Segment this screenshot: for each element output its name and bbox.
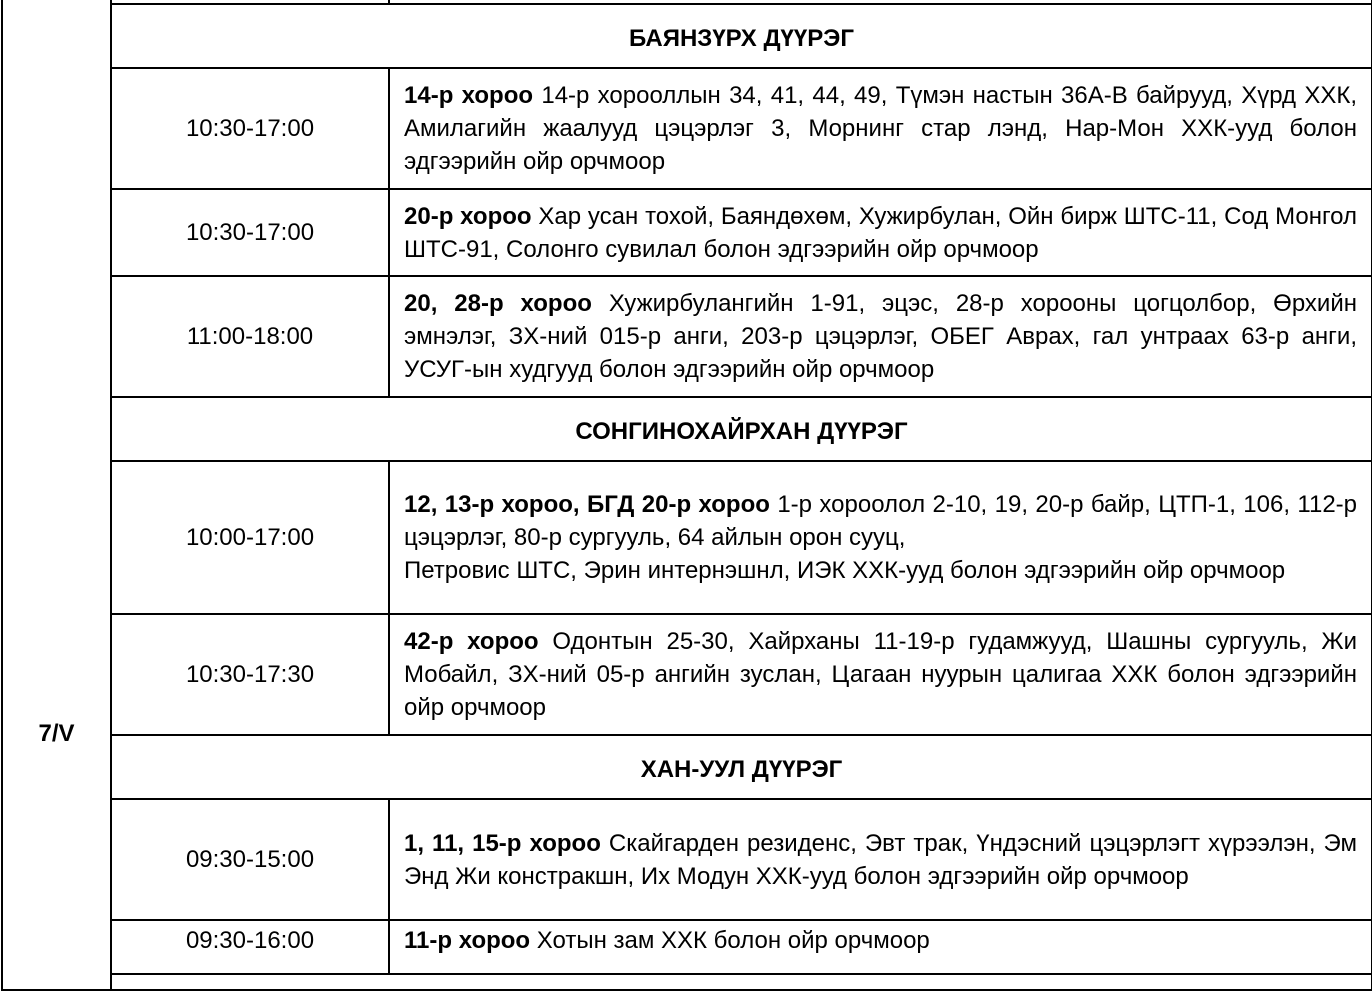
description-text: Хар усан тохой, Баяндөхөм, Хужирбулан, Ойн бирж ШТС-11, Сод Монгол ШТС-91, Солонго сувилал болон эдгээрийн ойр орчмоор	[404, 202, 1357, 263]
district-title: СОНГИНОХАЙРХАН ДҮҮРЭГ	[111, 397, 1372, 461]
date-label: 7/V	[38, 719, 75, 747]
table-row	[2, 920, 1372, 974]
table-row	[2, 799, 1372, 920]
time-cell: 10:30-17:00	[111, 189, 389, 276]
description-text: Хотын зам ХХК болон ойр орчмоор	[536, 927, 930, 954]
district-title: БАЯНЗҮРХ ДҮҮРЭГ	[111, 4, 1372, 68]
description-text-line-2: Петровис ШТС, Эрин интернэшнл, ИЭК ХХК-ууд болон эдгээрийн ойр орчмоор	[404, 557, 1286, 584]
district-header-row	[2, 4, 1372, 68]
description-cell	[389, 68, 1372, 189]
date-cell	[2, 0, 111, 990]
description-cell	[389, 461, 1372, 614]
table-row	[2, 68, 1372, 189]
district-title: ХАН-УУЛ ДҮҮРЭГ	[111, 735, 1372, 799]
description-cell	[389, 614, 1372, 735]
khoroo-label: 11-р хороо	[404, 927, 531, 954]
description-text: 14-р хорооллын 34, 41, 44, 49, Түмэн настын 36А-В байрууд, Хүрд ХХК, Амилагийн жаалууд цэцэрлэг 3, Морнинг стар лэнд, Нар-Мон ХХК-ууд болон эдгээрийн ойр орчмоор	[404, 82, 1358, 175]
description-text: 1-р хороолол 2-10, 19, 20-р байр, ЦТП-1, 106, 112-р цэцэрлэг, 80-р сургууль, 64 айлын орон сууц,	[404, 491, 1358, 551]
district-header-row	[2, 397, 1372, 461]
khoroo-label: 20, 28-р хороо	[404, 290, 592, 317]
khoroo-label: 12, 13-р хороо, БГД 20-р хороо	[404, 491, 770, 518]
description-text: Одонтын 25-30, Хайрханы 11-19-р гудамжууд, Шашны сургууль, Жи Мобайл, ЗХ-ний 05-р ангийн зуслан, Цагаан нуурын цалигаа ХХК болон эдгээрийн ойр орчмоор	[404, 628, 1358, 721]
khoroo-label: 1, 11, 15-р хороо	[404, 829, 601, 857]
description-cell	[389, 799, 1372, 920]
table-row	[2, 614, 1372, 735]
khoroo-label: 42-р хороо	[404, 628, 539, 655]
tail-cell	[111, 974, 1372, 990]
khoroo-label: 14-р хороо	[404, 82, 534, 109]
table-tail-row	[2, 974, 1372, 990]
table-row	[2, 461, 1372, 614]
time-cell: 10:00-17:00	[111, 461, 389, 614]
description-text: Хужирбулангийн 1-91, эцэс, 28-р хорооны цогцолбор, Өрхийн эмнэлэг, ЗХ-ний 015-р анги, 203-р цэцэрлэг, ОБЕГ Аврах, гал унтраах 63-р анги, УСУГ-ын худгууд болон эдгээрийн ойр орчмоор	[404, 290, 1357, 383]
time-cell: 09:30-16:00	[111, 920, 389, 974]
time-cell: 11:00-18:00	[111, 276, 389, 397]
table-row	[2, 189, 1372, 276]
outage-schedule-table	[1, 0, 1372, 991]
description-cell	[389, 189, 1372, 276]
khoroo-label: 20-р хороо	[404, 202, 532, 230]
description-cell	[389, 276, 1372, 397]
description-text: Скайгарден резиденс, Эвт трак, Үндэсний цэцэрлэгт хүрээлэн, Эм Энд Жи констракшн, Их Модун ХХК-ууд болон эдгээрийн ойр орчмоор	[404, 829, 1357, 890]
time-cell: 09:30-15:00	[111, 799, 389, 920]
time-cell: 10:30-17:00	[111, 68, 389, 189]
time-cell: 10:30-17:30	[111, 614, 389, 735]
district-header-row	[2, 735, 1372, 799]
description-cell	[389, 920, 1372, 974]
table-row	[2, 276, 1372, 397]
